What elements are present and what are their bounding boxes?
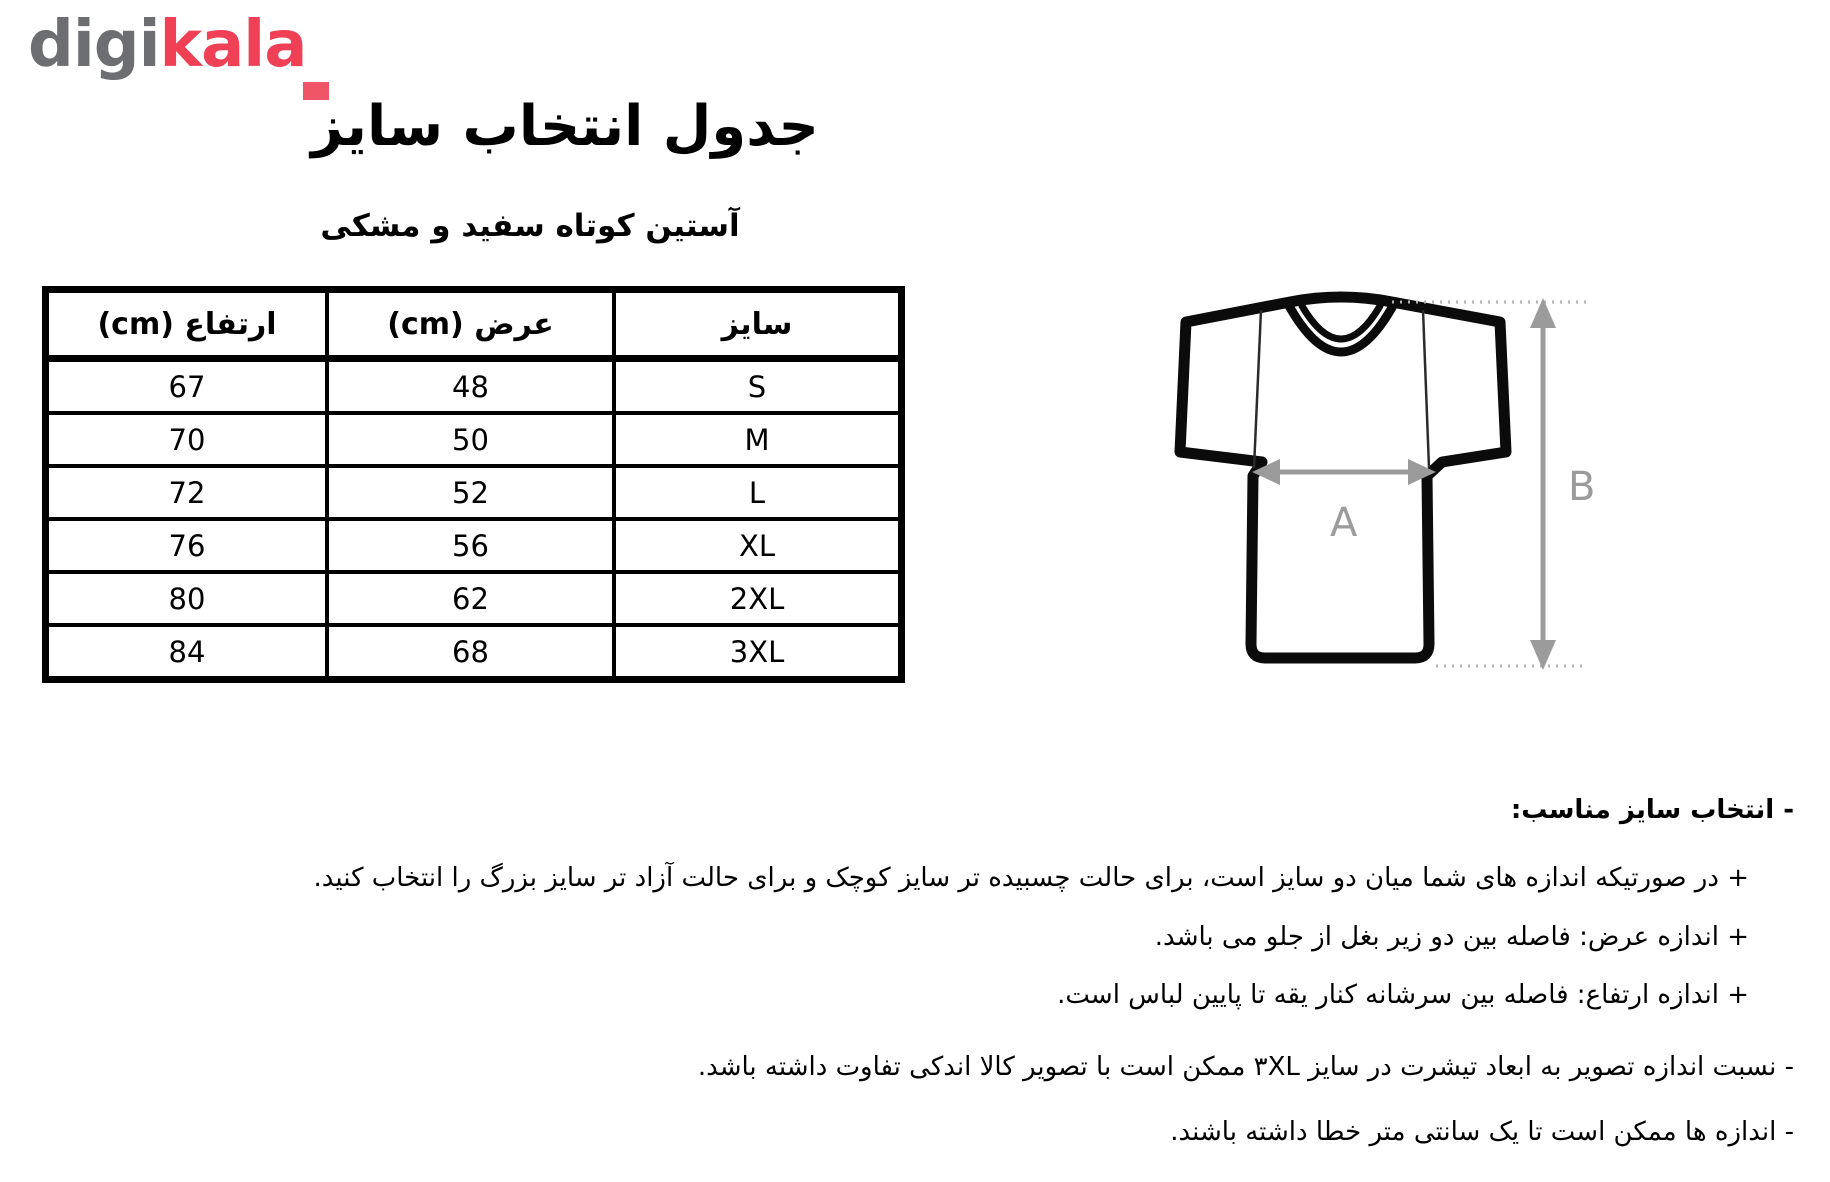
cell-height: 76 (46, 519, 328, 572)
column-header-width: عرض (cm) (327, 290, 614, 359)
note-image-ratio: - نسبت اندازه تصویر به ابعاد تیشرت در سایز ۳XL ممکن است با تصویر کالا اندکی تفاوت داشته باشد. (697, 1051, 1794, 1082)
notes-section (74, 792, 1794, 1152)
cell-height: 72 (46, 466, 328, 519)
table-row-l (46, 466, 902, 519)
tshirt-diagram-svg (1140, 248, 1640, 698)
cell-height: 80 (46, 572, 328, 625)
size-table-header-row (46, 290, 902, 359)
cell-width: 52 (327, 466, 614, 519)
cell-size: L (614, 466, 902, 519)
height-label-b: B (1568, 464, 1596, 510)
column-header-height: ارتفاع (cm) (46, 290, 328, 359)
column-header-size: سایز (614, 290, 902, 359)
cell-size: 3XL (614, 625, 902, 680)
page-subtitle: آستین کوتاه سفید و مشکی (320, 208, 740, 244)
cell-size: XL (614, 519, 902, 572)
note-width-def: + اندازه عرض: فاصله بین دو زیر بغل از جلو می باشد. (1154, 922, 1749, 953)
note-between-sizes: + در صورتیکه اندازه های شما میان دو سایز است، برای حالت چسبیده تر سایز کوچک و برای حالت آزاد تر سایز بزرگ را انتخاب کنید. (313, 862, 1749, 893)
tshirt-measurement-diagram (1140, 248, 1640, 698)
cell-width: 68 (327, 625, 614, 680)
table-row-s (46, 359, 902, 414)
cell-width: 62 (327, 572, 614, 625)
cell-size: M (614, 413, 902, 466)
cell-width: 50 (327, 413, 614, 466)
table-row-3xl (46, 625, 902, 680)
table-row-2xl (46, 572, 902, 625)
cell-height: 70 (46, 413, 328, 466)
digikala-logo (28, 8, 306, 82)
note-tolerance: - اندازه ها ممکن است تا یک سانتی متر خطا داشته باشند. (1170, 1117, 1794, 1148)
note-height-def: + اندازه ارتفاع: فاصله بین سرشانه کنار یقه تا پایین لباس است. (1057, 980, 1749, 1011)
cell-height: 67 (46, 359, 328, 414)
size-table (42, 286, 905, 683)
cell-height: 84 (46, 625, 328, 680)
cell-width: 48 (327, 359, 614, 414)
logo-text-kala: kala (159, 8, 307, 82)
page-title: جدول انتخاب سایز (311, 94, 819, 159)
table-row-m (46, 413, 902, 466)
width-label-a: A (1330, 500, 1358, 546)
note-heading: - انتخاب سایز مناسب: (1510, 795, 1794, 825)
logo-text-digi: digi (28, 8, 160, 82)
table-row-xl (46, 519, 902, 572)
cell-size: S (614, 359, 902, 414)
cell-width: 56 (327, 519, 614, 572)
cell-size: 2XL (614, 572, 902, 625)
